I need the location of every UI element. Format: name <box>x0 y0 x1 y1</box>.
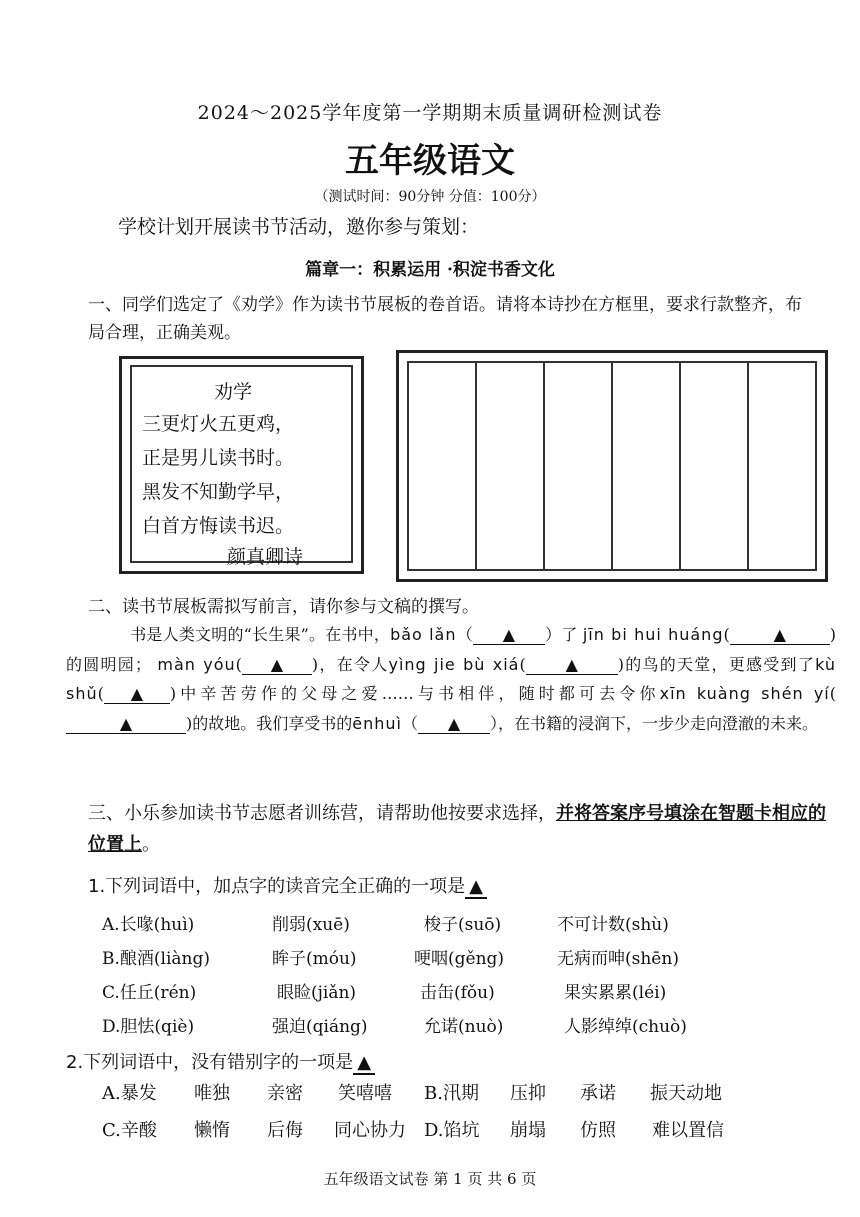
paren: ） <box>490 713 499 733</box>
poem-author: 颜真卿诗 <box>227 546 304 568</box>
page-footer: 五年级语文试卷 第 1 页 共 6 页 <box>323 1170 537 1188</box>
preface-paragraph <box>66 620 836 738</box>
paren: （ <box>401 713 418 733</box>
answer-blank[interactable]: ▲ <box>418 715 490 734</box>
preface-text: 书是人类文明的“长生果”。在书中， <box>130 625 391 644</box>
preface-text: ，在令人 <box>318 654 389 674</box>
paren: ) <box>829 625 836 644</box>
option-item: 同心协力 <box>334 1120 406 1141</box>
question-3-text <box>88 798 838 860</box>
option-item[interactable]: D.馅坑 <box>424 1120 480 1141</box>
sub-question-2-text: 2.下列词语中，没有错别字的一项是 <box>66 1052 354 1073</box>
option-item: 人影绰绰(chuò) <box>564 1017 687 1037</box>
preface-text: 了 <box>561 625 578 644</box>
option-item: 压抑 <box>510 1083 546 1104</box>
option-item: 难以置信 <box>652 1120 724 1141</box>
pinyin: bǎo lǎn <box>390 625 457 644</box>
sub-question-1-text: 1.下列词语中，加点字的读音完全正确的一项是 <box>88 876 466 897</box>
writing-column[interactable] <box>613 363 681 569</box>
option-item: 振天动地 <box>650 1083 722 1104</box>
option-item: 唯独 <box>194 1083 230 1104</box>
option-item: 承诺 <box>580 1083 616 1104</box>
writing-grid[interactable] <box>407 361 817 571</box>
question-1-text: 一、同学们选定了《劝学》作为读书节展板的卷首语。请将本诗抄在方框里，要求行款整齐，布局合理，正确美观。 <box>88 295 802 343</box>
paren: ) <box>186 713 193 733</box>
option-item: 果实累累(léi) <box>564 983 667 1003</box>
option-item: 梭子(suō) <box>424 915 502 935</box>
paren: ( <box>235 654 242 674</box>
answer-blank[interactable]: ▲ <box>242 656 312 675</box>
option-item: 不可计数(shù) <box>557 915 669 935</box>
poem-line: 黑发不知勤学早， <box>142 481 295 503</box>
intro-text: 学校计划开展读书节活动，邀你参与策划： <box>118 216 480 238</box>
answer-blank[interactable]: ▲ <box>730 626 830 645</box>
sub-question-1 <box>88 872 487 899</box>
writing-column[interactable] <box>681 363 749 569</box>
writing-column[interactable] <box>749 363 815 569</box>
option-item: 后侮 <box>267 1120 303 1141</box>
pinyin: jīn bi hui huáng <box>582 625 724 644</box>
exam-info: （测试时间：90分钟 分值：100分） <box>314 189 546 205</box>
option-item: 削弱(xuē) <box>272 915 350 935</box>
paren: ( <box>829 684 836 703</box>
poem-line: 正是男儿读书时。 <box>142 447 295 469</box>
poem-title: 劝学 <box>214 381 253 403</box>
exam-year-title: 2024～2025学年度第一学期期末质量调研检测试卷 <box>197 102 663 124</box>
option-item[interactable]: A.长喙(huì) <box>102 915 195 935</box>
paren: ( <box>723 625 730 644</box>
period: 。 <box>142 834 160 855</box>
paren: ) <box>311 654 319 674</box>
option-item: 笑嘻嘻 <box>338 1083 392 1104</box>
option-item: 击缶(fǒu) <box>420 983 495 1003</box>
answer-blank[interactable]: ▲ <box>353 1052 375 1075</box>
pinyin: màn yóu <box>157 654 236 674</box>
option-item: 允诺(nuò) <box>424 1017 504 1037</box>
option-item: 无病而呻(shēn) <box>557 949 679 969</box>
pinyin: yìng jie bù xiá <box>388 654 520 674</box>
question-2-text: 二、读书节展板需拟写前言，请你参与文稿的撰写。 <box>88 597 479 617</box>
pinyin: ēnhuì <box>352 713 402 733</box>
writing-grid-frame <box>396 350 828 582</box>
preface-text: ，在书籍的浸润下，一步少走向澄澈的未来。 <box>498 713 819 733</box>
pinyin: kù shǔ <box>66 654 836 703</box>
option-item: 崩塌 <box>510 1120 546 1141</box>
poem-frame <box>119 356 364 574</box>
poem-box <box>130 365 353 568</box>
preface-text: 的故地。我们享受书的 <box>192 713 353 733</box>
option-item: 眼睑(jiǎn) <box>277 983 357 1003</box>
option-item: 亲密 <box>267 1083 303 1104</box>
option-item: 懒惰 <box>194 1120 230 1141</box>
paren: ) <box>617 654 624 674</box>
option-item[interactable]: C.辛酸 <box>102 1120 157 1141</box>
paren: （ <box>456 625 473 644</box>
option-item: 仿照 <box>580 1120 616 1141</box>
pinyin: xīn kuàng shén yí <box>659 684 830 703</box>
preface-text: 的圆明园； <box>66 654 152 674</box>
question-3-intro: 三、小乐参加读书节志愿者训练营，请帮助他按要求选择， <box>88 803 556 824</box>
option-item: 哽咽(gěng) <box>414 949 505 969</box>
answer-blank[interactable]: ▲ <box>526 656 618 675</box>
option-item[interactable]: B.汛期 <box>424 1083 479 1104</box>
question-3-instruction: 并将答案序号填涂在智题卡相应的位置上 <box>88 803 826 855</box>
poem-line: 三更灯火五更鸡， <box>142 413 295 435</box>
answer-blank[interactable]: ▲ <box>473 626 545 645</box>
preface-text: 中辛苦劳作的父母之爱……与书相伴，随时都可去令你 <box>176 684 660 703</box>
chapter-heading: 篇章一：积累运用 ·积淀书香文化 <box>305 260 555 280</box>
paren: ( <box>97 684 104 703</box>
preface-text: 的鸟的天堂，更感受到了 <box>623 654 816 674</box>
paren: ） <box>544 625 562 644</box>
writing-column[interactable] <box>545 363 613 569</box>
option-item[interactable]: D.胆怯(qiè) <box>102 1017 195 1037</box>
paren: ) <box>169 684 177 703</box>
answer-blank[interactable]: ▲ <box>66 715 186 734</box>
paren: ( <box>519 654 526 674</box>
option-item[interactable]: C.任丘(rén) <box>102 983 197 1003</box>
exam-subject-title: 五年级语文 <box>345 141 515 181</box>
writing-column[interactable] <box>409 363 477 569</box>
option-item[interactable]: B.酿酒(liàng) <box>102 949 211 969</box>
option-item: 眸子(móu) <box>272 949 357 969</box>
poem-line: 白首方悔读书迟。 <box>142 515 295 537</box>
answer-blank[interactable]: ▲ <box>465 876 487 899</box>
writing-column[interactable] <box>477 363 545 569</box>
option-item: 强迫(qiáng) <box>272 1017 368 1037</box>
option-item[interactable]: A.暴发 <box>102 1083 157 1104</box>
sub-question-2 <box>66 1048 375 1075</box>
answer-blank[interactable]: ▲ <box>104 685 170 704</box>
